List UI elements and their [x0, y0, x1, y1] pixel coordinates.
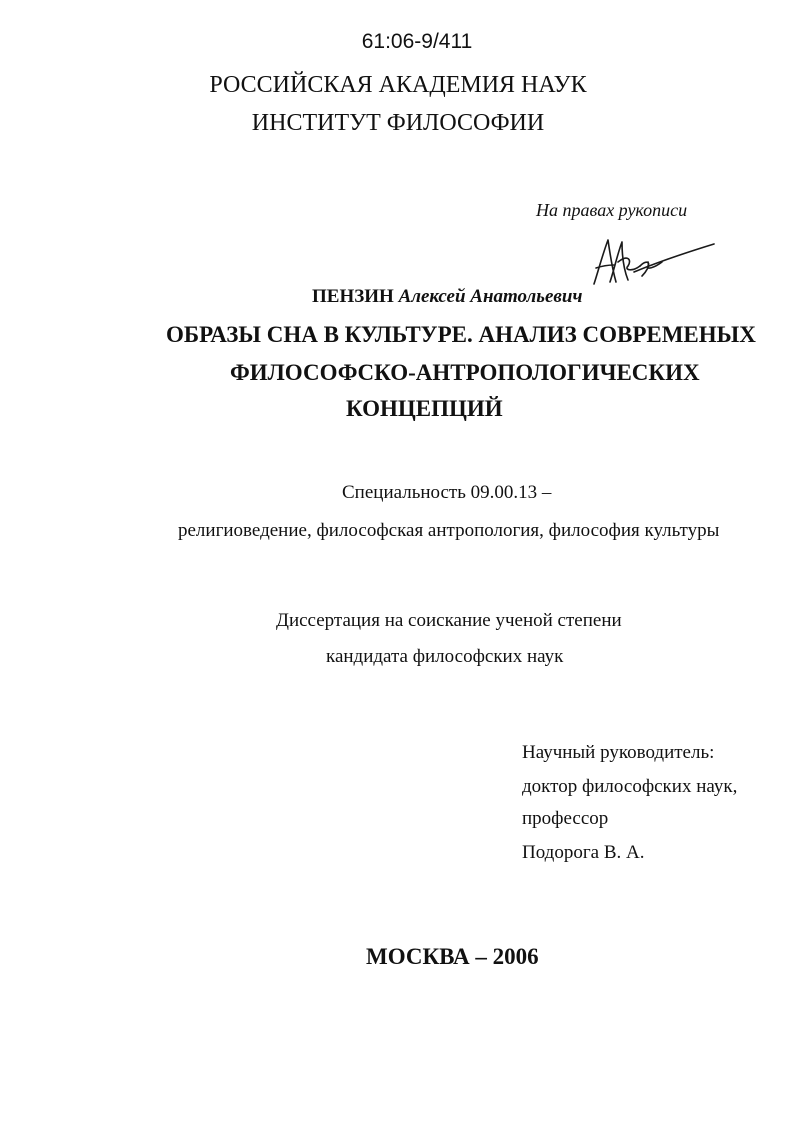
catalog-code: 61:06-9/411 [361, 30, 473, 53]
city-year: МОСКВА – 2006 [366, 944, 539, 969]
author-name [312, 286, 582, 308]
dissertation-title-line-1: ОБРАЗЫ СНА В КУЛЬТУРЕ. АНАЛИЗ СОВРЕМЕНЫХ [166, 322, 756, 347]
supervisor-degree: доктор философских наук, [522, 776, 738, 797]
signature-icon [588, 232, 718, 290]
author-surname: ПЕНЗИН [312, 286, 394, 307]
author-given-names: Алексей Анатольевич [398, 286, 583, 307]
institute-name: ИНСТИТУТ ФИЛОСОФИИ [251, 110, 545, 136]
specialty-code: Специальность 09.00.13 – [342, 482, 552, 503]
organization-name: РОССИЙСКАЯ АКАДЕМИЯ НАУК [209, 72, 587, 98]
degree-statement-line-2: кандидата философских наук [326, 646, 564, 667]
supervisor-title: профессор [522, 808, 609, 829]
dissertation-title-line-3: КОНЦЕПЦИЙ [346, 396, 503, 421]
manuscript-rights-note: На правах рукописи [536, 200, 688, 220]
supervisor-name: Подорога В. А. [522, 842, 645, 863]
dissertation-title-line-2: ФИЛОСОФСКО-АНТРОПОЛОГИЧЕСКИХ [230, 360, 700, 385]
specialty-fields: религиоведение, философская антропология, философия культуры [178, 520, 720, 541]
supervisor-label: Научный руководитель: [522, 742, 715, 763]
degree-statement-line-1: Диссертация на соискание ученой степени [276, 610, 622, 631]
